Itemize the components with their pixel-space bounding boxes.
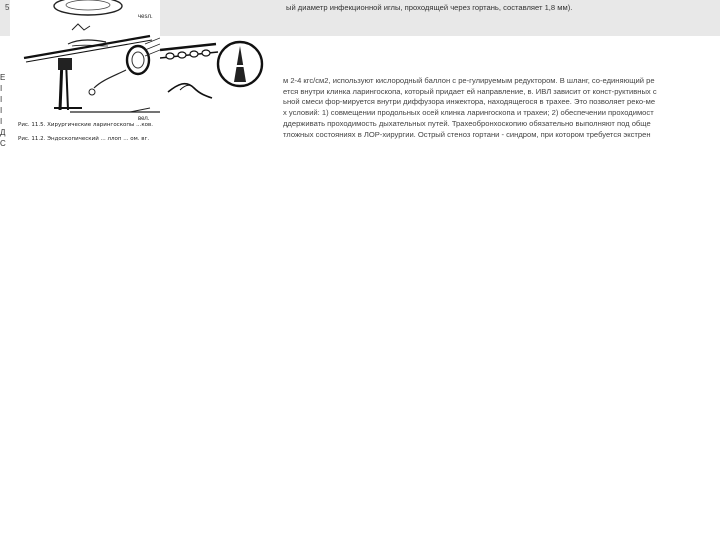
paragraph-line: х условий: 1) совмещении продольных осей клинка ларингоскопа и трахеи; 2) обеспечении проходимост: [283, 108, 654, 118]
paragraph-line: м 2-4 кгс/см2, используют кислородный баллон с ре-гулируемым редуктором. В шланг, со-единяющий ре: [283, 76, 655, 85]
margin-letter: I: [0, 117, 3, 126]
margin-letter: Д: [0, 128, 6, 137]
body-paragraph: [283, 76, 720, 140]
figure-label: вел.: [138, 116, 150, 122]
paragraph-line: ддерживать проходимость дыхательных путей. Трахеобронхоскопию обязательно выполняют под обще: [283, 118, 651, 128]
margin-letter: С: [0, 139, 6, 148]
margin-letter: I: [0, 106, 3, 115]
margin-letter: I: [0, 84, 3, 93]
figure-caption: Рис. 11.5. Хирургические ларингоскопы ...ков.: [18, 122, 154, 128]
top-left-mark: 5: [5, 3, 10, 12]
instrument-drawing-2: [160, 36, 280, 148]
left-margin-letters: [0, 72, 10, 149]
laryngoscope-figure: [10, 0, 160, 148]
margin-letter: I: [0, 95, 3, 104]
figure-caption: Рис. 11.2. Эндоскопический ... ллоп ... ом. вг.: [18, 136, 150, 142]
margin-letter: Е: [0, 73, 6, 82]
paragraph-line: ется внутри клинка ларингоскопа, который придает ей направление, в. ИВЛ зависит от конст-руктивных с: [283, 86, 657, 96]
paragraph-line: ьной смеси фор-мируется внутри диффузора инжектора, находящегося в трахее. Это позволяет реко-ме: [283, 97, 656, 107]
second-figure: [160, 36, 280, 148]
top-text-line: ый диаметр инфекционной иглы, проходящей через гортань, составляет 1,8 мм).: [286, 3, 573, 12]
paragraph-line: тложных состояниях в ЛОР-хирургии. Острый стеноз гортани - синдром, при котором требуется экстрен: [283, 129, 651, 139]
figure-label: чеsл.: [138, 14, 153, 20]
